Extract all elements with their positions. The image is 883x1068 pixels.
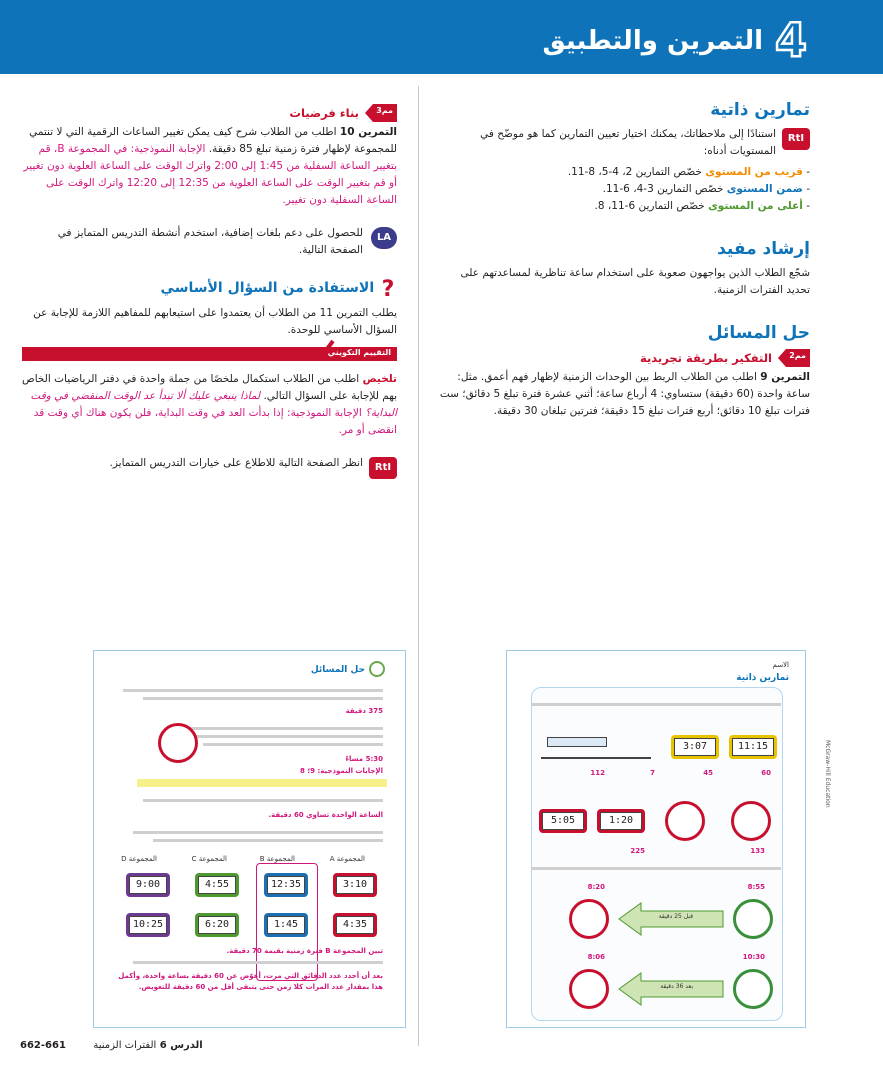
exercise-text: اطلب من الطلاب شرح كيف يمكن تغيير الساعات الرقمية التي لا تنتمي للمجموعة لإظهار فترة زمنية تبلغ 85 دقيقة. (29, 126, 397, 155)
thumb-value: 60 (761, 769, 771, 777)
la-note-text: للحصول على دعم بلغات إضافية، استخدم أنشطة التدريس المتمايز في الصفحة التالية. (57, 227, 363, 256)
digital-clock: 12:35 (264, 873, 308, 897)
digital-clock: 10:25 (126, 913, 170, 937)
analog-clock-icon (733, 899, 773, 939)
right-column (436, 100, 810, 420)
thumb-final-answer: بعد أن أحدد عدد الدقائق التي مرت، أعوّض عن 60 دقيقة بساعة واحدة، وأكمل هذا بمقدار عدد المرات كلا زمن حتى يتبقى أقل من 60 دقيقة للتعويض. (118, 972, 383, 991)
problems-text (436, 369, 810, 420)
group-label: المجموعة C (191, 855, 227, 863)
thumb-answer: الساعة الواحدة تساوي 60 دقيقة. (268, 811, 383, 819)
analog-clock-icon (733, 969, 773, 1009)
model-answer: الإجابة النموذجية: في المجموعة B، قم بتغيير الساعة السفلية من 1:45 إلى 2:00 واترك الوقت على الساعة العلوية دون تغيير أو قم بتغيير الوقت على الساعة العلوية من 12:35 إلى 12:20 واترك الوقت على الساعة السفلية دون تغيير. (23, 143, 397, 206)
rti-note-text: انظر الصفحة التالية للاطلاع على خيارات التدريس المتمايز. (109, 457, 363, 469)
group-label: المجموعة B (259, 855, 295, 863)
thumb-title: تمارين ذاتية (736, 673, 789, 683)
formative-text (22, 371, 397, 439)
la-badge-icon: LA (371, 227, 397, 249)
group-label: المجموعة D (121, 855, 157, 863)
hypotheses-text (22, 124, 397, 209)
svg-text:McGraw-Hill Education: McGraw-Hill Education (824, 740, 831, 808)
level-item-beyond: - أعلى من المستوى خصّص التمارين 6-11، 8. (594, 200, 810, 212)
hypotheses-tag-text: بناء فرضيات (289, 106, 359, 120)
left-column (22, 104, 397, 472)
formative-bar (22, 347, 397, 361)
footer-topic: الفترات الزمنية (93, 1040, 157, 1051)
helpful-tip-title: إرشاد مفيد (717, 239, 810, 259)
thumb-answer: 375 دقيقة (345, 707, 383, 715)
tag-label: مم2 (789, 351, 806, 360)
problems-tag (436, 349, 810, 367)
problems-tag-text: التفكير بطريقة تجريدية (639, 351, 772, 365)
analog-clock-icon (665, 801, 705, 841)
lesson-number: 4 (774, 13, 808, 67)
student-page-thumbnail-problems (93, 650, 406, 1028)
page-title: التمرين والتطبيق (542, 26, 763, 56)
level-list (436, 164, 810, 215)
formative-body: اطلب من الطلاب استكمال ملخصًا من جملة واحدة في دفتر الرياضيات الخاص بهم للإجابة على السؤال التالي. (22, 373, 397, 402)
level-label: أعلى من المستوى (708, 200, 803, 212)
digital-clock: 11:15 (729, 735, 777, 759)
level-item-on: - ضمن المستوى خصّص التمارين 3-4، 6-11. (602, 183, 810, 195)
essential-title-text: الاستفادة من السؤال الأساسي (160, 280, 375, 296)
arrow-label: قبل 25 دقيقة (658, 913, 693, 920)
level-text: خصّص التمارين 3-4، 6-11. (602, 183, 724, 195)
analog-clock-icon (158, 723, 198, 763)
thumb-value: 7 (650, 769, 655, 777)
thumb-name-label: الاسم (772, 661, 789, 669)
thumb-answer: الإجابات النموذجية: 9؛ 8 (300, 767, 383, 775)
practice-tag-icon (778, 349, 810, 367)
la-note (22, 225, 397, 259)
digital-clock: 4:55 (195, 873, 239, 897)
digital-clock: 5:05 (539, 809, 587, 833)
essential-title (22, 277, 397, 302)
svg-text:?: ? (381, 277, 395, 302)
formative-answer: الإجابة النموذجية: إذا بدأت العد في وقت البداية، فلن يكون هناك أي وقت قد انقضى أو مر. (33, 407, 397, 436)
digital-clock: 6:20 (195, 913, 239, 937)
page-footer (20, 1040, 203, 1051)
thumb-value: 225 (630, 847, 645, 855)
problems-title: حل المسائل (707, 323, 810, 343)
self-practice-title: تمارين ذاتية (710, 100, 810, 120)
lesson-number-icon (771, 10, 811, 66)
question-mark-icon (379, 277, 397, 302)
thumb-time: 8:55 (747, 883, 765, 891)
formative-question: لماذا ينبغي عليك ألا تبدأ عد الوقت المنقضي في وقت البداية؟ (30, 390, 397, 419)
globe-icon (369, 661, 385, 677)
rti-badge-icon: RtI (369, 457, 397, 479)
thumb-title: حل المسائل (310, 665, 365, 675)
footer-pages: 661-662 (20, 1040, 66, 1051)
digital-clock: 4:35 (333, 913, 377, 937)
exercise-lead: التمرين 9 (760, 371, 810, 383)
level-label: ضمن المستوى (726, 183, 803, 195)
thumb-time: 8:20 (587, 883, 605, 891)
level-label: قريب من المستوى (705, 166, 803, 178)
arrow-label: بعد 36 دقيقة (660, 983, 693, 990)
student-page-thumbnail-practice (506, 650, 806, 1028)
exercise-text: اطلب من الطلاب الربط بين الوحدات الزمنية لإظهار فهم أعمق. مثل: ساعة واحدة (60 دقيقة) ستساوي: 4 أرباع ساعة؛ أثني عشرة فترة تبلغ 5 دقائق؛ ست فترات تبلغ 10 دقائق؛ أربع فترات تبلغ 15 دقيقة؛ فترتين تبلغان 30 دقيقة. (439, 371, 810, 417)
thumb-answer: تبين المجموعة B فترة زمنية بقيمة 70 دقيقة. (226, 947, 383, 955)
check-mark-icon (313, 339, 335, 361)
formative-lead: تلخيص (362, 373, 397, 385)
analog-clock-icon (569, 899, 609, 939)
analog-clock-icon (731, 801, 771, 841)
thumb-time: 10:30 (742, 953, 765, 961)
group-label: المجموعة A (329, 855, 365, 863)
digital-clock: 1:45 (264, 913, 308, 937)
self-practice-intro-text: استنادًا إلى ملاحظاتك، يمكنك اختيار تعيين التمارين كما هو موضّح في المستويات أدناه: (480, 128, 776, 157)
page-header (0, 0, 883, 74)
level-item-approaching: - قريب من المستوى خصّص التمارين 2، 4-5، 8-11. (567, 166, 810, 178)
essential-text: يطلب التمرين 11 من الطلاب أن يعتمدوا على استيعابهم للمفاهيم اللازمة للإجابة عن السؤال الأساسي للوحدة. (33, 307, 397, 336)
digital-clock: 3:07 (671, 735, 719, 759)
number-line-segment (547, 737, 607, 747)
thumb-value: 112 (590, 769, 605, 777)
highlight-strip (137, 779, 387, 787)
hypotheses-tag (22, 104, 397, 122)
helpful-tip-text: شجّع الطلاب الذين يواجهون صعوبة على استخدام ساعة تناظرية لمساعدتهم على تحديد الفترات الزمنية. (460, 267, 810, 296)
digital-clock: 1:20 (597, 809, 645, 833)
self-practice-intro (436, 126, 810, 160)
digital-clock: 9:00 (126, 873, 170, 897)
level-text: خصّص التمارين 6-11، 8. (594, 200, 705, 212)
exercise-lead: التمرين 10 (339, 126, 397, 138)
thumb-value: 45 (703, 769, 713, 777)
formative-bar-label: التقييم التكويني (327, 348, 391, 357)
analog-clock-icon (569, 969, 609, 1009)
level-text: خصّص التمارين 2، 4-5، 8-11. (567, 166, 703, 178)
thumb-time: 8:06 (587, 953, 605, 961)
column-divider (418, 86, 419, 1046)
practice-tag-icon (365, 104, 397, 122)
rti-note (22, 455, 397, 472)
tag-label: مم3 (376, 106, 393, 115)
digital-clock: 3:10 (333, 873, 377, 897)
copyright-side-text (818, 740, 831, 1000)
rti-badge-icon: RtI (782, 128, 810, 150)
footer-lesson: الدرس 6 (159, 1040, 203, 1051)
thumb-value: 133 (750, 847, 765, 855)
thumb-answer: 5:30 مساءً (345, 755, 383, 763)
